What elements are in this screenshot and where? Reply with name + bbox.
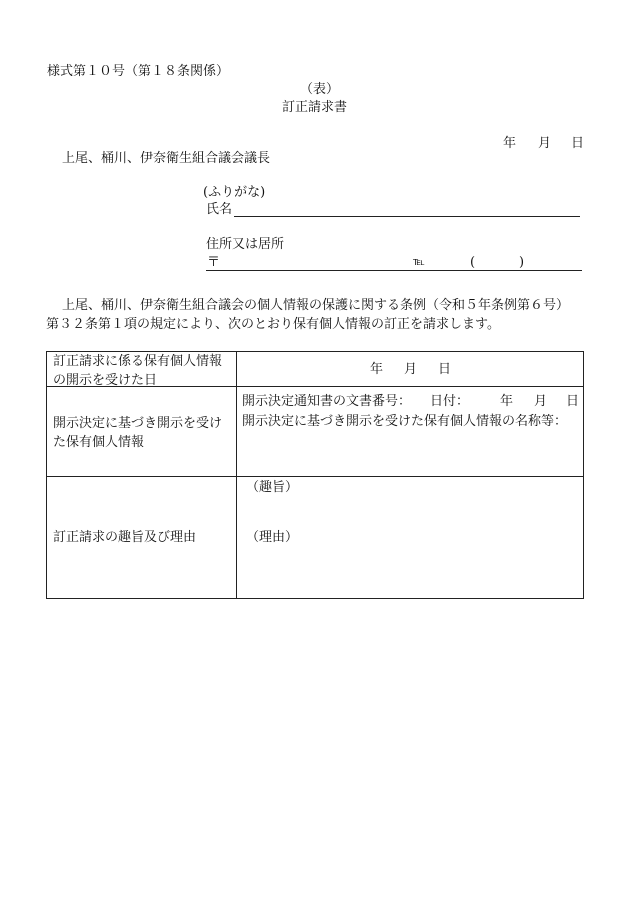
name-label: 氏名 (206, 202, 233, 217)
info-name-label: 開示決定に基づき開示を受けた保有個人情報の名称等： (242, 414, 568, 429)
row1-day[interactable]: 日 (438, 362, 452, 377)
address-field-line[interactable] (206, 270, 582, 271)
tel-label: ℡ (413, 255, 425, 268)
row1-label (53, 353, 222, 391)
page-title: 訂正請求書 (282, 100, 348, 115)
reason-label: （理由） (246, 530, 299, 545)
row2-date-label: 日付： (430, 394, 470, 409)
postal-mark: 〒 (207, 255, 221, 270)
side-label: （表） (300, 82, 340, 97)
purpose-label: （趣旨） (246, 480, 299, 495)
row1-label-line1: 訂正請求に係る保有個人情報 (53, 354, 223, 369)
body-text-line1: 上尾、桶川、伊奈衛生組合議会の個人情報の保護に関する条例（令和５年条例第６号） (62, 298, 570, 313)
addressee: 上尾、桶川、伊奈衛生組合議会議長 (62, 151, 271, 166)
tel-paren-close: ) (519, 255, 525, 270)
table-row-divider-2 (47, 476, 583, 477)
furigana-label: (ふりがな) (203, 185, 266, 200)
name-field-line[interactable] (234, 216, 580, 217)
row2-day[interactable]: 日 (566, 394, 580, 409)
row2-label-line1: 開示決定に基づき開示を受け (53, 416, 223, 431)
row2-month[interactable]: 月 (534, 394, 548, 409)
row3-label: 訂正請求の趣旨及び理由 (53, 530, 197, 545)
date-day: 日 (571, 136, 585, 151)
date-month: 月 (538, 136, 552, 151)
doc-number-label: 開示決定通知書の文書番号： (242, 394, 412, 409)
row1-year[interactable]: 年 (370, 362, 384, 377)
date-year: 年 (503, 136, 517, 151)
tel-paren-open: ( (470, 255, 476, 270)
body-text-line2: 第３２条第１項の規定により、次のとおり保有個人情報の訂正を請求します。 (46, 317, 500, 332)
row2-label-line2: た保有個人情報 (53, 434, 145, 450)
row1-month[interactable]: 月 (404, 362, 418, 377)
row1-label-line2: の開示を受けた日 (53, 372, 158, 388)
row2-label (53, 415, 222, 453)
row2-year[interactable]: 年 (500, 394, 514, 409)
address-label: 住所又は居所 (206, 237, 285, 252)
request-table (46, 351, 584, 599)
table-column-divider (236, 352, 237, 598)
form-number: 様式第１０号（第１８条関係） (47, 64, 230, 79)
